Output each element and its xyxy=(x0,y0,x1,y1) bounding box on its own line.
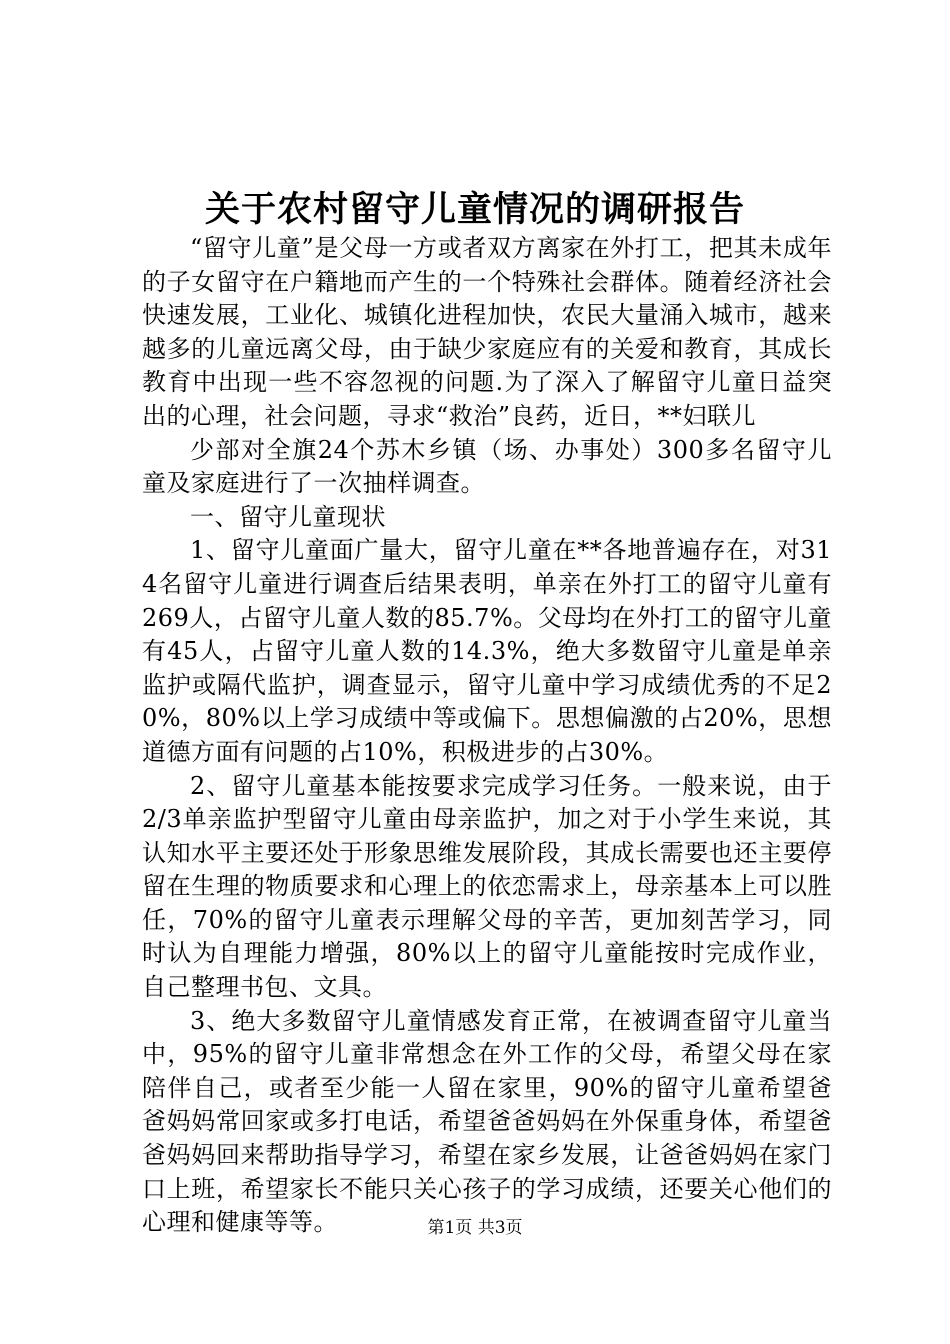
paragraph-intro: “留守儿童”是父母一方或者双方离家在外打工，把其未成年的子女留守在户籍地而产生的一个特殊社会群体。随着经济社会快速发展，工业化、城镇化进程加快，农民大量涌入城市，越来越多的儿童远离父母，由于缺少家庭应有的关爱和教育，其成长教育中出现一些不容忽视的问题.为了深入了解留守儿童日益突出的心理，社会问题，寻求“救治”良药，近日，**妇联儿 xyxy=(142,234,832,430)
document-body xyxy=(142,232,832,1240)
document-title: 关于农村留守儿童情况的调研报告 xyxy=(204,189,745,230)
paragraph-point-3: 3、绝大多数留守儿童情感发育正常，在被调查留守儿童当中，95%的留守儿童非常想念在外工作的父母，希望父母在家陪伴自己，或者至少能一人留在家里，90%的留守儿童希望爸爸妈妈常回家或多打电话，希望爸爸妈妈在外保重身体，希望爸爸妈妈回来帮助指导学习，希望在家乡发展，让爸爸妈妈在家门口上班，希望家长不能只关心孩子的学习成绩，还要关心他们的心理和健康等等。 xyxy=(142,1006,832,1237)
paragraph-point-1: 1、留守儿童面广量大，留守儿童在**各地普遍存在，对314名留守儿童进行调查后结果表明，单亲在外打工的留守儿童有269人，占留守儿童人数的85.7%。父母均在外打工的留守儿童有45人，占留守儿童人数的14.3%，绝大多数留守儿童是单亲监护或隔代监护，调查显示，留守儿童中学习成绩优秀的不足20%，80%以上学习成绩中等或偏下。思想偏激的占20%，思想道德方面有问题的占10%，积极进步的占30%。 xyxy=(142,536,832,766)
paragraph-survey: 少部对全旗24个苏木乡镇（场、办事处）300多名留守儿童及家庭进行了一次抽样调查。 xyxy=(142,435,832,498)
paragraph-point-2: 2、留守儿童基本能按要求完成学习任务。一般来说，由于2/3单亲监护型留守儿童由母亲监护，加之对于小学生来说，其认知水平主要还处于形象思维发展阶段，其成长需要也还主要停留在生理的物质要求和心理上的依恋需求上，母亲基本上可以胜任，70%的留守儿童表示理解父母的辛苦，更加刻苦学习，同时认为自理能力增强，80%以上的留守儿童能按时完成作业，自己整理书包、文具。 xyxy=(142,771,832,1002)
section-heading: 一、留守儿童现状 xyxy=(190,502,386,531)
page-number-footer: 第1页 共3页 xyxy=(427,1218,523,1238)
